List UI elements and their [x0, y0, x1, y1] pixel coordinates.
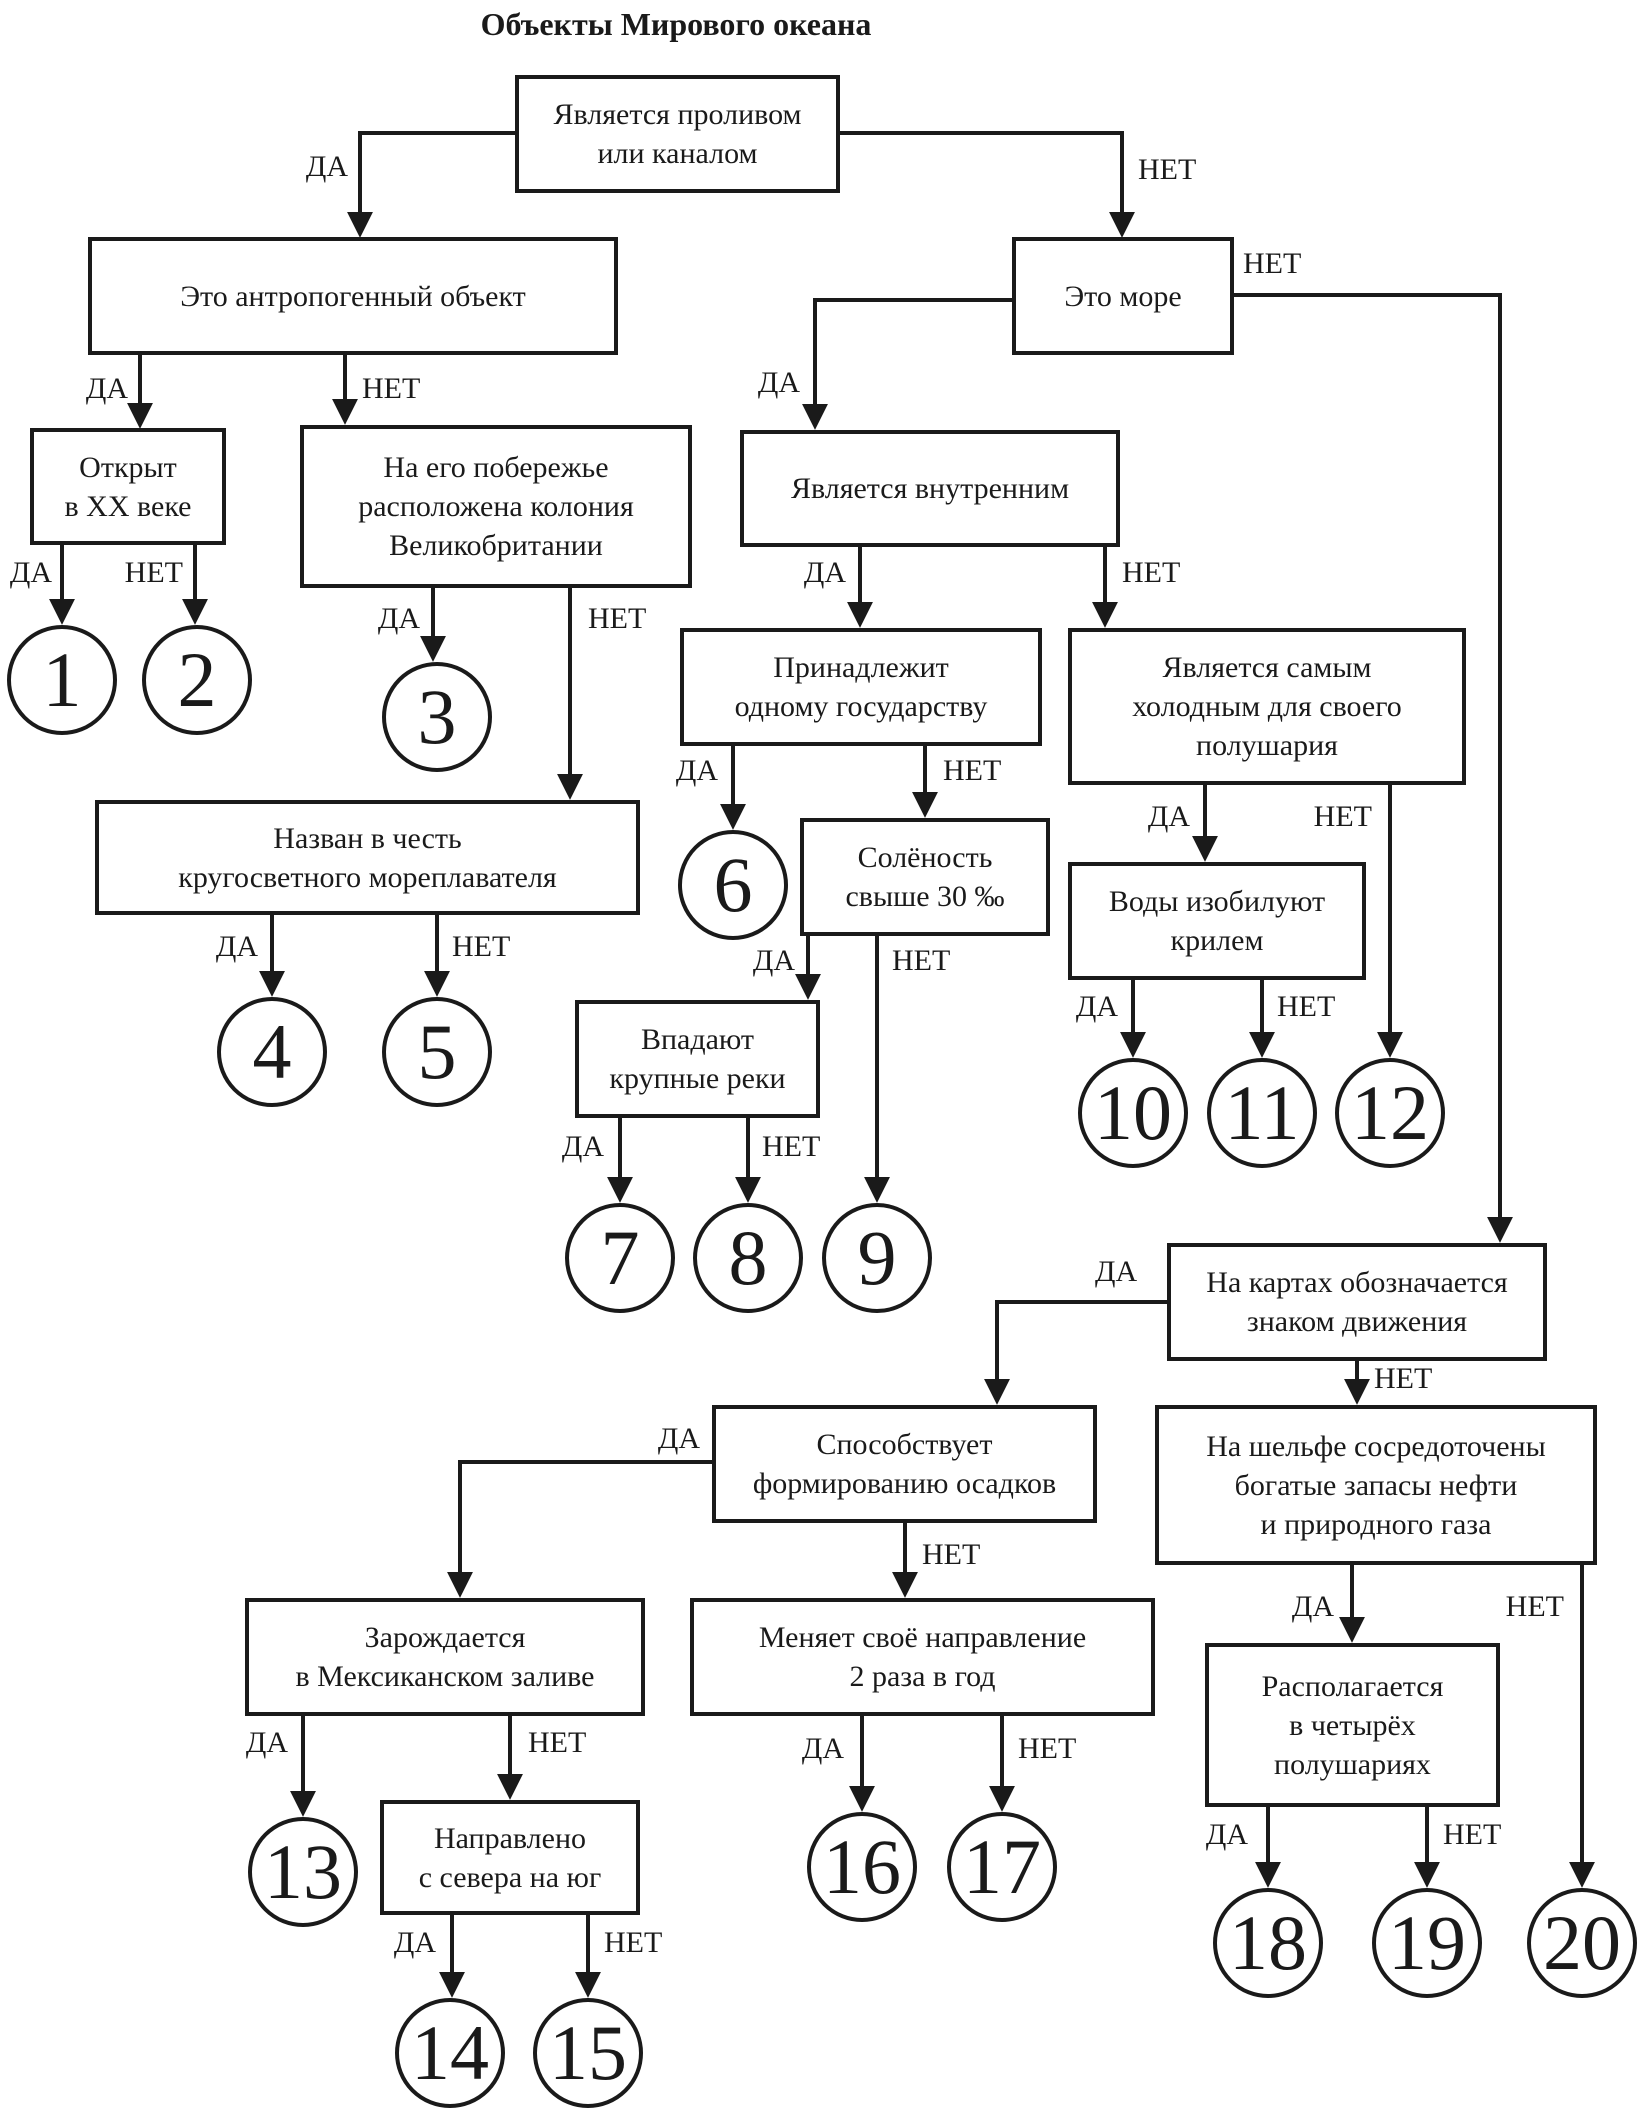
label-salinity-yes: ДА: [752, 944, 795, 977]
label-mexico-gulf-no: НЕТ: [528, 1726, 587, 1759]
terminal-8: 8: [693, 1203, 803, 1313]
label-navigator-no: НЕТ: [452, 930, 511, 963]
label-navigator-yes: ДА: [215, 930, 258, 963]
label-salinity-no: НЕТ: [892, 944, 951, 977]
terminal-16: 16: [807, 1812, 917, 1922]
terminal-17: 17: [947, 1812, 1057, 1922]
label-hemispheres-no: НЕТ: [1443, 1818, 1502, 1851]
node-one-state: Принадлежит одному государству: [680, 628, 1042, 746]
label-direction-twice-no: НЕТ: [1018, 1732, 1077, 1765]
label-one-state-yes: ДА: [675, 754, 718, 787]
terminal-13: 13: [248, 1817, 358, 1927]
terminal-14: 14: [395, 1998, 505, 2108]
node-salinity: Солёность свыше 30 ‰: [800, 818, 1050, 936]
edge-precipitation-yes: [460, 1462, 712, 1594]
label-internal-no: НЕТ: [1122, 556, 1181, 589]
label-uk-colony-no: НЕТ: [588, 602, 647, 635]
node-navigator: Назван в честь кругосветного мореплавателя: [95, 800, 640, 915]
node-mexico-gulf: Зарождается в Мексиканском заливе: [245, 1598, 645, 1716]
node-krill: Воды изобилуют крилем: [1068, 862, 1366, 980]
node-map-sign: На картах обозначается знаком движения: [1167, 1243, 1547, 1361]
edge-strait-yes: [360, 133, 515, 234]
terminal-3: 3: [382, 662, 492, 772]
label-mexico-gulf-yes: ДА: [245, 1726, 288, 1759]
label-one-state-no: НЕТ: [943, 754, 1002, 787]
label-uk-colony-yes: ДА: [377, 602, 420, 635]
label-hemispheres-yes: ДА: [1205, 1818, 1248, 1851]
terminal-19: 19: [1372, 1888, 1482, 1998]
label-shelf-no: НЕТ: [1505, 1590, 1564, 1623]
terminal-1: 1: [7, 625, 117, 735]
terminal-11: 11: [1207, 1058, 1317, 1168]
terminal-20: 20: [1527, 1888, 1637, 1998]
page-title: Объекты Мирового океана: [480, 6, 872, 42]
label-krill-no: НЕТ: [1277, 990, 1336, 1023]
label-shelf-yes: ДА: [1291, 1590, 1334, 1623]
label-anthropogenic-no: НЕТ: [362, 372, 421, 405]
terminal-7: 7: [565, 1203, 675, 1313]
label-precipitation-yes: ДА: [657, 1422, 700, 1455]
node-coldest: Является самым холодным для своего полушария: [1068, 628, 1466, 785]
label-rivers-no: НЕТ: [762, 1130, 821, 1163]
label-sea-no: НЕТ: [1243, 247, 1302, 280]
node-sea: Это море: [1012, 237, 1234, 355]
terminal-9: 9: [822, 1203, 932, 1313]
label-precipitation-no: НЕТ: [922, 1538, 981, 1571]
terminal-10: 10: [1078, 1058, 1188, 1168]
edge-map-sign-yes: [997, 1302, 1167, 1401]
node-shelf: На шельфе сосредоточены богатые запасы нефти и природного газа: [1155, 1405, 1597, 1565]
terminal-2: 2: [142, 625, 252, 735]
node-opened-xx: Открыт в XX веке: [30, 428, 226, 545]
node-strait: Является проливом или каналом: [515, 75, 840, 193]
edge-strait-no: [840, 133, 1122, 234]
terminal-18: 18: [1213, 1888, 1323, 1998]
node-internal: Является внутренним: [740, 430, 1120, 547]
node-direction-twice: Меняет своё направление 2 раза в год: [690, 1598, 1155, 1716]
label-krill-yes: ДА: [1075, 990, 1118, 1023]
label-sea-yes: ДА: [757, 366, 800, 399]
label-opened-xx-no: НЕТ: [124, 556, 183, 589]
label-rivers-yes: ДА: [561, 1130, 604, 1163]
label-map-sign-no: НЕТ: [1374, 1362, 1433, 1395]
node-precipitation: Способствует формированию осадков: [712, 1405, 1097, 1523]
label-coldest-yes: ДА: [1147, 800, 1190, 833]
node-rivers: Впадают крупные реки: [575, 1000, 820, 1118]
edge-sea-yes: [815, 300, 1012, 426]
terminal-6: 6: [678, 830, 788, 940]
label-map-sign-yes: ДА: [1095, 1255, 1138, 1288]
label-strait-no: НЕТ: [1138, 153, 1197, 186]
label-north-south-yes: ДА: [393, 1926, 436, 1959]
label-opened-xx-yes: ДА: [9, 556, 52, 589]
terminal-12: 12: [1335, 1058, 1445, 1168]
node-uk-colony: На его побережье расположена колония Великобритании: [300, 425, 692, 588]
terminal-4: 4: [217, 997, 327, 1107]
node-north-south: Направлено с севера на юг: [380, 1800, 640, 1915]
terminal-5: 5: [382, 997, 492, 1107]
label-anthropogenic-yes: ДА: [85, 372, 128, 405]
label-north-south-no: НЕТ: [604, 1926, 663, 1959]
node-hemispheres: Располагается в четырёх полушариях: [1205, 1643, 1500, 1807]
label-strait-yes: ДА: [305, 150, 348, 183]
node-anthropogenic: Это антропогенный объект: [88, 237, 618, 355]
label-coldest-no: НЕТ: [1313, 800, 1372, 833]
label-direction-twice-yes: ДА: [801, 1732, 844, 1765]
label-internal-yes: ДА: [803, 556, 846, 589]
terminal-15: 15: [533, 1998, 643, 2108]
